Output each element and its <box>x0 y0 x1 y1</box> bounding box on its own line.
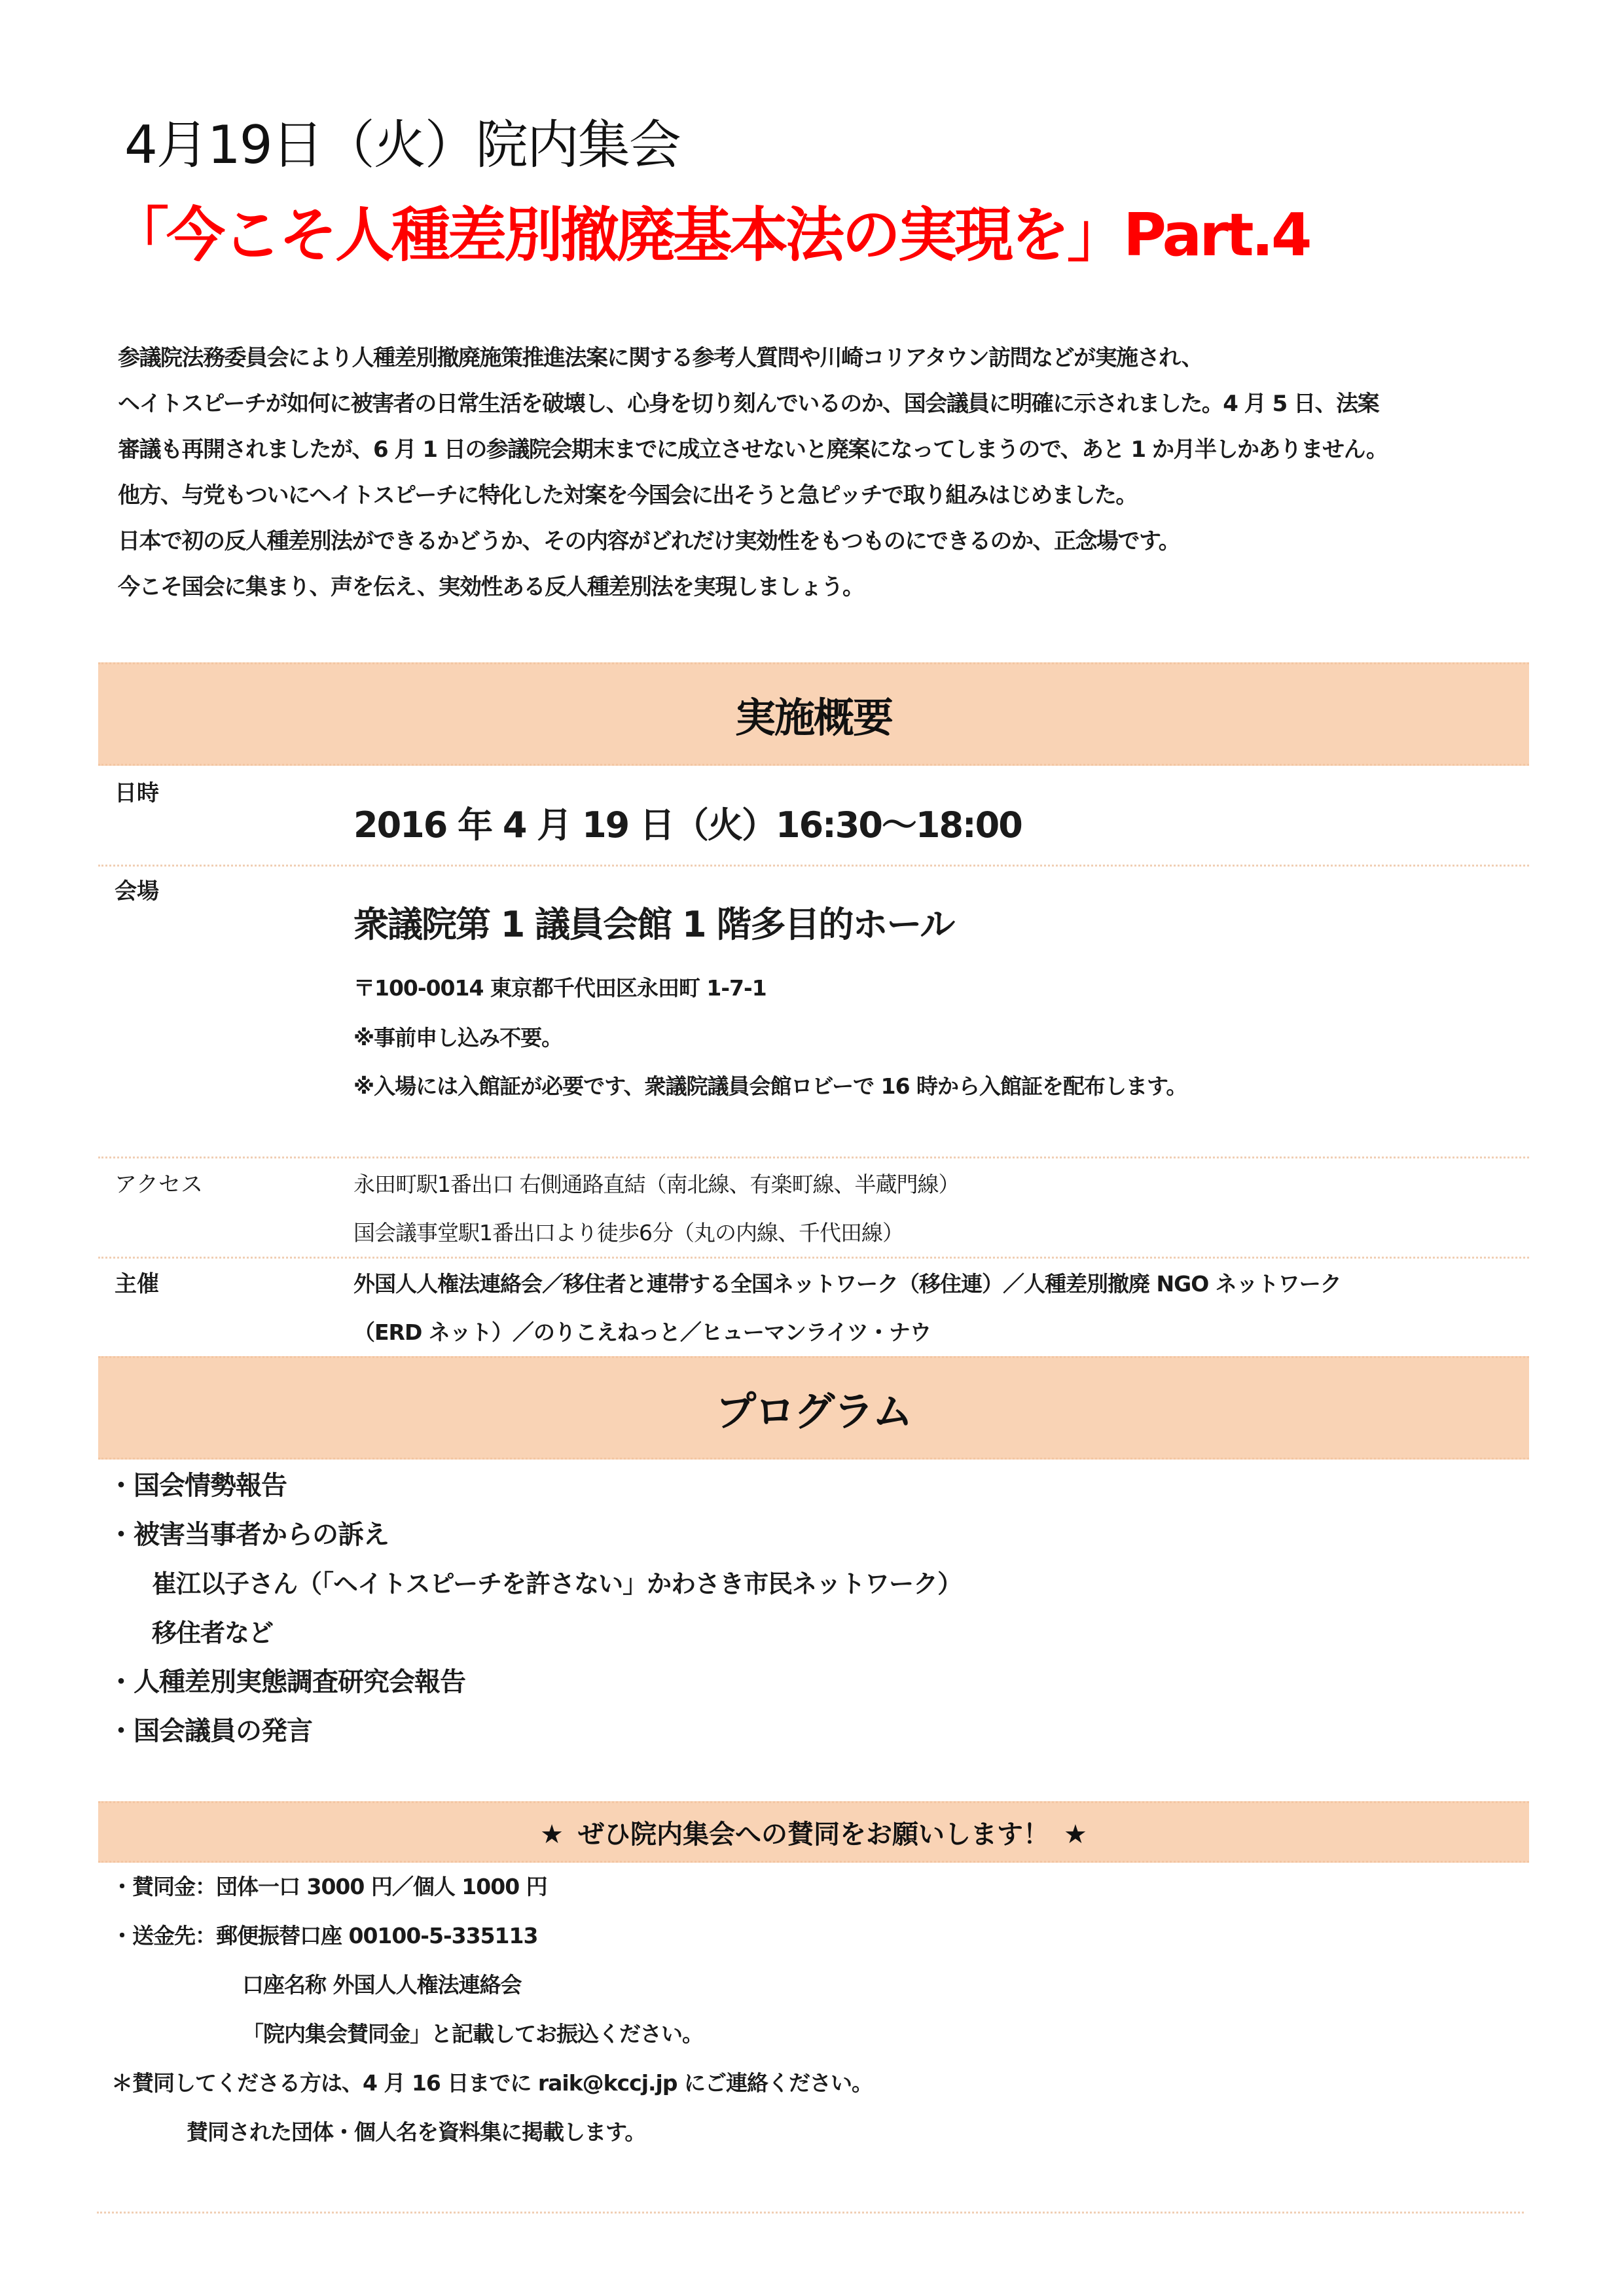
program-heading: プログラム <box>715 1387 912 1435</box>
intro-line: 他方、与党もついにヘイトスピーチに特化した対案を今国会に出そうと急ピッチで取り組みはじめました。 <box>118 482 1137 509</box>
row-divider <box>98 1257 1529 1259</box>
event-title: 4月19日（火）院内集会 <box>124 115 680 175</box>
access-line-2: 国会議事堂駅1番出口より徒歩6分（丸の内線、千代田線） <box>353 1220 903 1246</box>
venue-name: 衆議院第 1 議員会館 1 階多目的ホール <box>353 904 954 945</box>
venue-note-registration: ※事前申し込み不要。 <box>353 1025 563 1050</box>
datetime-value: 2016 年 4 月 19 日（火）16:30～18:00 <box>353 804 1022 846</box>
overview-section-header <box>98 662 1529 766</box>
program-subitem: 崔江以子さん（「ヘイトスピーチを許さない」かわさき市民ネットワーク） <box>152 1570 962 1598</box>
row-divider <box>98 865 1529 867</box>
program-item: ・被害当事者からの訴え <box>108 1520 389 1550</box>
intro-line: 日本で初の反人種差別法ができるかどうか、その内容がどれだけ実効性をもつものにできるのか、正念場です。 <box>118 528 1180 554</box>
support-remit-note: 「院内集会賛同金」と記載してお振込ください。 <box>242 2021 703 2047</box>
star-icon: ★ <box>1064 1819 1087 1850</box>
venue-label: 会場 <box>115 878 159 905</box>
support-publish-note: 賛同された団体・個人名を資料集に掲載します。 <box>187 2119 646 2145</box>
program-item: ・人種差別実態調査研究会報告 <box>108 1667 465 1697</box>
overview-heading: 実施概要 <box>734 693 892 742</box>
program-item: ・国会議員の発言 <box>108 1716 312 1746</box>
support-heading-row <box>526 1814 1102 1851</box>
support-remittance: ・送金先：郵便振替口座 00100-5-335113 <box>111 1923 538 1948</box>
intro-line: ヘイトスピーチが如何に被害者の日常生活を破壊し、心身を切り刻んでいるのか、国会議員に明確に示されました。4 月 5 日、法案 <box>118 391 1379 417</box>
support-section-header <box>98 1801 1529 1863</box>
venue-note-pass: ※入場には入館証が必要です、衆議院議員会館ロビーで 16 時から入館証を配布します。 <box>353 1073 1187 1099</box>
organizer-line-1: 外国人人権法連絡会／移住者と連帯する全国ネットワーク（移住連）／人種差別撤廃 NGO ネットワーク <box>353 1271 1341 1297</box>
organizer-label: 主催 <box>115 1271 159 1297</box>
datetime-label: 日時 <box>115 780 159 806</box>
intro-line: 今こそ国会に集まり、声を伝え、実効性ある反人種差別法を実現しましょう。 <box>118 574 864 600</box>
intro-line: 審議も再開されましたが、6 月 1 日の参議院会期末までに成立させないと廃案になってしまうので、あと 1 か月半しかありません。 <box>118 437 1388 463</box>
intro-paragraph <box>118 335 1545 610</box>
access-label: アクセス <box>115 1172 203 1198</box>
support-account-name: 口座名称 外国人人権法連絡会 <box>242 1972 522 1998</box>
venue-address: 〒100-0014 東京都千代田区永田町 1-7-1 <box>353 975 767 1001</box>
support-contact: ＊賛同してくださる方は、4 月 16 日までに raik@kccj.jp にご連絡ください。 <box>111 2070 873 2096</box>
access-line-1: 永田町駅1番出口 右側通路直結（南北線、有楽町線、半蔵門線） <box>353 1172 960 1197</box>
star-icon: ★ <box>540 1819 564 1850</box>
support-heading: ぜひ院内集会への賛同をお願いします！ <box>578 1819 1049 1850</box>
footer-divider <box>97 2212 1524 2214</box>
event-subtitle: 「今こそ人種差別撤廃基本法の実現を」Part.4 <box>110 201 1310 270</box>
organizer-line-2: （ERD ネット）／のりこえねっと／ヒューマンライツ・ナウ <box>353 1319 931 1345</box>
program-section-header <box>98 1356 1529 1460</box>
row-divider <box>98 1157 1529 1158</box>
program-item: ・国会情勢報告 <box>108 1471 287 1501</box>
intro-line: 参議院法務委員会により人種差別撤廃施策推進法案に関する参考人質問や川崎コリアタウン訪問などが実施され、 <box>118 345 1203 371</box>
support-fee: ・賛同金：団体一口 3000 円／個人 1000 円 <box>111 1874 547 1899</box>
program-subitem: 移住者など <box>152 1619 274 1647</box>
